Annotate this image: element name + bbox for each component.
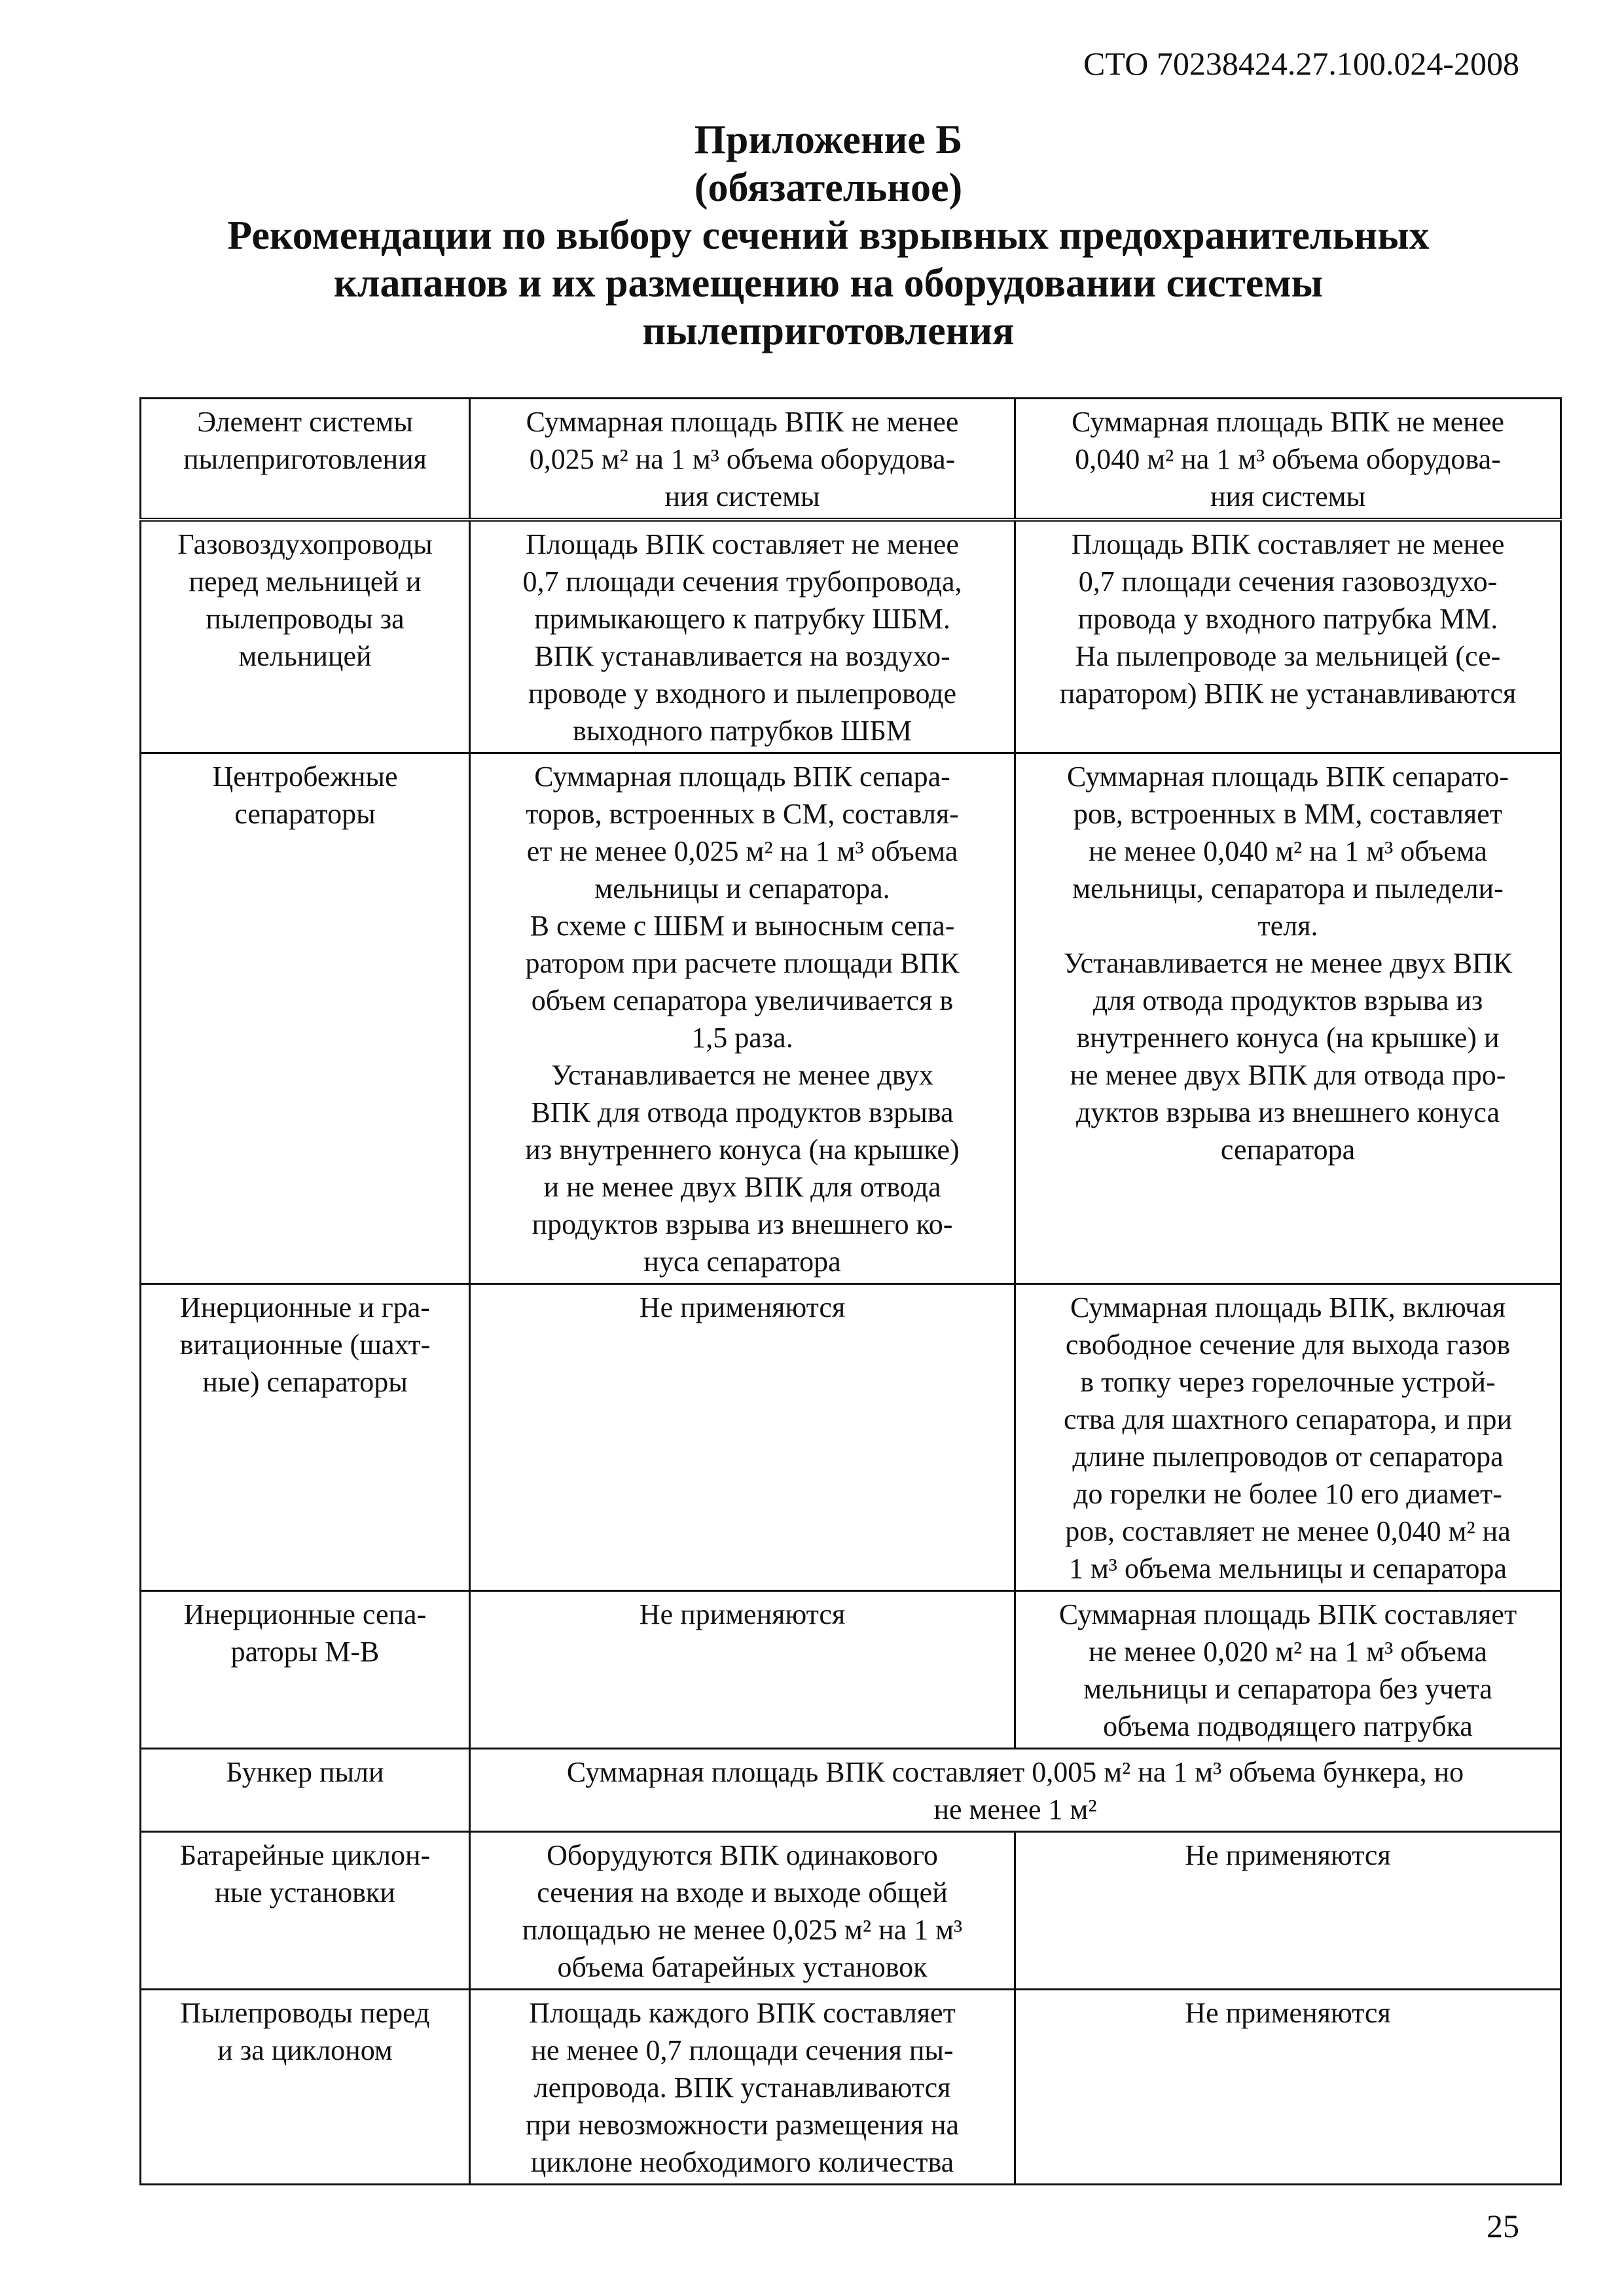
cell-line: ния системы	[664, 480, 820, 512]
cell-line: при невозможности размещения на	[526, 2109, 959, 2141]
element-cell	[141, 1832, 470, 1990]
cell-line: В схеме с ШБМ и выносным сепа-	[530, 910, 955, 942]
col-025-cell	[470, 1832, 1015, 1990]
merged-cell	[470, 1749, 1561, 1832]
cell-line: до горелки не более 10 его диамет-	[1074, 1478, 1502, 1510]
cell-line: не менее двух ВПК для отвода про-	[1070, 1059, 1506, 1091]
col-025-cell	[470, 753, 1015, 1284]
cell-line: ВПК устанавливается на воздухо-	[534, 640, 950, 672]
cell-line: 0,040 м² на 1 м³ объема оборудова-	[1075, 443, 1501, 475]
table-row	[141, 1990, 1561, 2185]
cell-line: ратором при расчете площади ВПК	[525, 947, 960, 979]
header-cell	[470, 399, 1015, 520]
cell-line: не менее 1 м²	[933, 1793, 1097, 1825]
cell-line: Устанавливается не менее двух	[551, 1059, 933, 1091]
element-cell	[141, 1990, 470, 2185]
header-cell	[141, 399, 470, 520]
table-row	[141, 1832, 1561, 1990]
cell-line: теля.	[1257, 910, 1318, 942]
cell-line: объем сепаратора увеличивается в	[531, 984, 954, 1016]
heading-title-line: Рекомендации по выбору сечений взрывных предохранительных	[227, 213, 1430, 258]
cell-line: мельницы и сепаратора.	[594, 872, 890, 905]
cell-line: Центробежные	[212, 761, 398, 793]
col-040-cell	[1015, 753, 1561, 1284]
cell-line: пылеприготовления	[183, 443, 427, 475]
cell-line: Суммарная площадь ВПК сепарато-	[1066, 761, 1509, 793]
col-025-cell	[470, 1591, 1015, 1749]
cell-line: раторы М-В	[230, 1636, 380, 1668]
cell-line: Инерционные и гра-	[180, 1291, 430, 1323]
cell-line: провода у входного патрубка ММ.	[1077, 603, 1498, 635]
cell-line: ров, составляет не менее 0,040 м² на	[1065, 1515, 1511, 1547]
cell-line: примыкающего к патрубку ШБМ.	[534, 603, 950, 635]
table-row	[141, 1591, 1561, 1749]
table-body	[141, 399, 1561, 2185]
page-heading	[98, 117, 1559, 355]
cell-line: ства для шахтного сепаратора, и при	[1064, 1403, 1512, 1435]
cell-line: На пылепроводе за мельницей (се-	[1075, 640, 1501, 672]
cell-line: сечения на входе и выходе общей	[537, 1876, 948, 1909]
cell-line: длине пылепроводов от сепаратора	[1072, 1441, 1504, 1473]
cell-line: пылепроводы за	[206, 603, 405, 635]
cell-line: 0,025 м² на 1 м³ объема оборудова-	[529, 443, 956, 475]
cell-line: мельницей	[238, 640, 372, 672]
cell-line: объема батарейных установок	[557, 1951, 928, 1983]
document-code: СТО 70238424.27.100.024-2008	[1083, 45, 1519, 82]
cell-line: и не менее двух ВПК для отвода	[543, 1171, 941, 1203]
col-025-cell	[470, 1990, 1015, 2185]
appendix-status: (обязательное)	[694, 166, 963, 210]
cell-line: Суммарная площадь ВПК не менее	[1072, 406, 1504, 438]
cell-line: Пылепроводы перед	[180, 1997, 430, 2029]
cell-line: Суммарная площадь ВПК, включая	[1070, 1291, 1506, 1323]
col-025-cell	[470, 520, 1015, 753]
cell-line: не менее 0,040 м² на 1 м³ объема	[1089, 835, 1487, 867]
heading-title-line: клапанов и их размещению на оборудовании системы	[334, 261, 1323, 306]
cell-line: паратором) ВПК не устанавливаются	[1059, 677, 1517, 709]
cell-line: торов, встроенных в СМ, составля-	[526, 798, 959, 830]
cell-line: площадью не менее 0,025 м² на 1 м³	[522, 1914, 963, 1946]
cell-line: нуса сепаратора	[643, 1246, 841, 1278]
cell-line: и за циклоном	[217, 2034, 393, 2066]
cell-line: мельницы, сепаратора и пыледели-	[1072, 872, 1504, 905]
cell-line: лепровода. ВПК устанавливаются	[533, 2072, 951, 2104]
cell-line: Площадь каждого ВПК составляет	[529, 1997, 956, 2029]
appendix-label: Приложение Б	[694, 118, 963, 162]
cell-line: внутреннего конуса (на крышке) и	[1076, 1022, 1500, 1054]
col-040-cell	[1015, 520, 1561, 753]
cell-line: мельницы и сепаратора без учета	[1083, 1673, 1492, 1705]
table-row	[141, 520, 1561, 753]
cell-line: Газовоздухопроводы	[177, 528, 433, 560]
cell-line: Суммарная площадь ВПК не менее	[526, 406, 959, 438]
page-number: 25	[1487, 2208, 1519, 2244]
cell-line: Устанавливается не менее двух ВПК	[1063, 947, 1513, 979]
recommendations-table	[139, 397, 1562, 2185]
cell-line: Суммарная площадь ВПК сепара-	[534, 761, 950, 793]
cell-line: 1,5 раза.	[691, 1022, 793, 1054]
cell-line: ные) сепараторы	[202, 1366, 408, 1398]
cell-line: выходного патрубков ШБМ	[573, 715, 912, 747]
element-cell	[141, 520, 470, 753]
col-040-cell	[1015, 1832, 1561, 1990]
col-040-cell	[1015, 1591, 1561, 1749]
cell-line: из внутреннего конуса (на крышке)	[525, 1134, 960, 1166]
heading-title-line: пылеприготовления	[642, 309, 1015, 353]
cell-line: Оборудуются ВПК одинакового	[547, 1839, 938, 1871]
cell-line: проводе у входного и пылепроводе	[528, 677, 957, 709]
cell-line: Суммарная площадь ВПК составляет 0,005 м² на 1 м³ объема бункера, но	[566, 1756, 1464, 1788]
cell-line: 0,7 площади сечения газовоздухо-	[1078, 565, 1498, 598]
cell-line: сепараторы	[234, 798, 376, 830]
element-cell	[141, 1284, 470, 1591]
header-cell	[1015, 399, 1561, 520]
cell-line: Бункер пыли	[226, 1756, 384, 1788]
col-025-cell	[470, 1284, 1015, 1591]
cell-line: витационные (шахт-	[179, 1329, 431, 1361]
cell-line: для отвода продуктов взрыва из	[1092, 984, 1483, 1016]
cell-line: ВПК для отвода продуктов взрыва	[531, 1096, 954, 1128]
table-header-row	[141, 399, 1561, 520]
cell-line: ров, встроенных в ММ, составляет	[1074, 798, 1502, 830]
cell-line: Площадь ВПК составляет не менее	[526, 528, 959, 560]
table-row	[141, 753, 1561, 1284]
cell-line: Не применяются	[639, 1291, 846, 1323]
cell-line: не менее 0,7 площади сечения пы-	[531, 2034, 954, 2066]
cell-line: ния системы	[1210, 480, 1366, 512]
cell-line: Инерционные сепа-	[183, 1598, 427, 1630]
cell-line: продуктов взрыва из внешнего ко-	[532, 1208, 953, 1240]
cell-line: Площадь ВПК составляет не менее	[1071, 528, 1505, 560]
cell-line: перед мельницей и	[189, 565, 422, 598]
cell-line: циклоне необходимого количества	[530, 2146, 954, 2178]
table-row	[141, 1284, 1561, 1591]
cell-line: 0,7 площади сечения трубопровода,	[522, 565, 962, 598]
cell-line: Батарейные циклон-	[179, 1839, 431, 1871]
col-040-cell	[1015, 1990, 1561, 2185]
cell-line: объема подводящего патрубка	[1103, 1710, 1473, 1742]
element-cell	[141, 753, 470, 1284]
cell-line: ные установки	[215, 1876, 395, 1909]
element-cell	[141, 1749, 470, 1832]
cell-line: ет не менее 0,025 м² на 1 м³ объема	[526, 835, 958, 867]
element-cell	[141, 1591, 470, 1749]
cell-line: дуктов взрыва из внешнего конуса	[1075, 1096, 1500, 1128]
cell-line: Не применяются	[1185, 1839, 1391, 1871]
cell-line: 1 м³ объема мельницы и сепаратора	[1068, 1552, 1507, 1585]
cell-line: не менее 0,020 м² на 1 м³ объема	[1089, 1636, 1487, 1668]
cell-line: сепаратора	[1220, 1134, 1356, 1166]
cell-line: Элемент системы	[197, 406, 413, 438]
cell-line: Не применяются	[639, 1598, 846, 1630]
cell-line: Не применяются	[1185, 1997, 1391, 2029]
table-row	[141, 1749, 1561, 1832]
col-040-cell	[1015, 1284, 1561, 1591]
cell-line: свободное сечение для выхода газов	[1065, 1329, 1511, 1361]
cell-line: Суммарная площадь ВПК составляет	[1058, 1598, 1517, 1630]
cell-line: в топку через горелочные устрой-	[1080, 1366, 1496, 1398]
